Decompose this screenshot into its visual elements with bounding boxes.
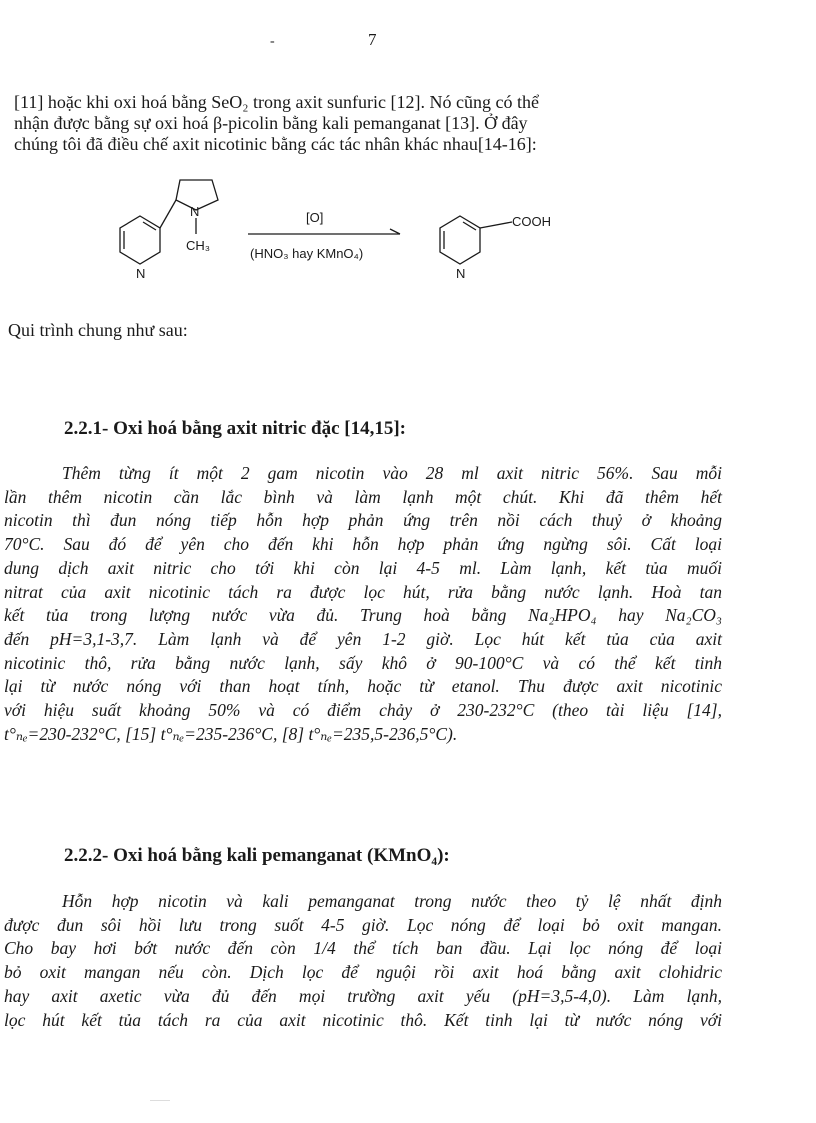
body-line: lần thêm nicotin cần lắc bình và làm lạnh một chút. Khi đã thêm hết <box>4 486 722 507</box>
section-heading-kmno4: 2.2.2- Oxi hoá bằng kali pemanganat (KMnO₄): <box>64 845 450 866</box>
product-n-label: N <box>456 266 466 281</box>
body-line: Thêm từng ít một 2 gam nicotin vào 28 ml axit nitric 56%. Sau mỗi <box>62 463 722 483</box>
pyrrolidine-n-label: N <box>190 204 200 219</box>
intro-paragraph <box>14 92 744 155</box>
body-line: nitrat của axit nicotinic tách ra được lọc hút, rửa bằng nước lạnh. Hoà tan <box>4 581 722 602</box>
body-line: được đun sôi hồi lưu trong suốt 4-5 giờ. Lọc nóng để loại bỏ oxit mangan. <box>4 914 722 935</box>
intro-line: nhận được bằng sự oxi hoá β-picolin bằng kali pemanganat [13]. Ở đây <box>14 113 528 133</box>
scan-mark <box>150 1100 170 1101</box>
body-line: nicotin thì đun nóng tiếp hỗn hợp phản ứng trên nồi cách thuỷ ở khoảng <box>4 510 722 531</box>
body-line: t°ₙₑ=230-232°C, [15] t°ₙₑ=235-236°C, [8] t°ₙₑ=235,5-236,5°C). <box>4 723 458 744</box>
section-body-nitric <box>4 462 722 746</box>
reaction-scheme <box>100 176 620 286</box>
section-heading-nitric: 2.2.1- Oxi hoá bằng axit nitric đặc [14,15]: <box>64 418 406 439</box>
body-line: Hỗn hợp nicotin và kali pemanganat trong nước theo tỷ lệ nhất định <box>62 891 722 911</box>
body-line: Cho bay hơi bớt nước đến còn 1/4 thể tích ban đầu. Lại lọc nóng để loại <box>4 938 722 959</box>
ring-n-label: N <box>136 266 146 281</box>
product-ring <box>440 216 480 264</box>
section-body-kmno4 <box>4 890 722 1032</box>
methyl-label: CH₃ <box>186 238 211 253</box>
page-number: 7 <box>368 30 377 49</box>
body-line: lọc hút kết tủa tách ra của axit nicotinic thô. Kết tinh lại từ nước nóng với <box>4 1009 722 1030</box>
product-cooh: COOH <box>512 214 551 229</box>
reagent-bottom: (HNO₃ hay KMnO₄) <box>250 246 364 261</box>
reagent-top: [O] <box>306 210 324 225</box>
body-line: đến pH=3,1-3,7. Làm lạnh và để yên 1-2 giờ. Lọc hút kết tủa của axit <box>4 628 722 649</box>
header-mark: - <box>270 34 275 49</box>
procedure-intro: Qui trình chung như sau: <box>8 320 188 340</box>
body-line: lại từ nước nóng với than hoạt tính, hoặc từ etanol. Thu được axit nicotinic <box>4 676 722 697</box>
intro-line: chúng tôi đã điều chế axit nicotinic bằng các tác nhân khác nhau[14-16]: <box>14 134 537 154</box>
body-line: dung dịch axit nitric cho tới khi còn lại 4-5 ml. Làm lạnh, kết tủa muối <box>4 557 722 578</box>
body-line: bỏ oxit mangan nếu còn. Dịch lọc để nguội rồi axit hoá bằng axit clohidric <box>4 962 722 983</box>
body-line: hay axit axetic vừa đủ đến mọi trường axit yếu (pH=3,5-4,0). Làm lạnh, <box>4 985 722 1006</box>
body-line: với hiệu suất khoảng 50% và có điểm chảy ở 230-232°C (theo tài liệu [14], <box>4 700 722 721</box>
intro-line: [11] hoặc khi oxi hoá bằng SeO₂ trong axit sunfuric [12]. Nó cũng có thể <box>14 92 539 112</box>
body-line: kết tủa trong lượng nước vừa đủ. Trung hoà bằng Na₂HPO₄ hay Na₂CO₃ <box>4 605 722 626</box>
body-line: nicotinic thô, rửa bằng nước lạnh, sấy khô ở 90-100°C và có thể kết tinh <box>4 652 722 673</box>
pyridine-ring <box>120 216 160 264</box>
body-line: 70°C. Sau đó để yên cho đến khi hỗn hợp phản ứng ngừng sôi. Cất loại <box>4 534 722 555</box>
